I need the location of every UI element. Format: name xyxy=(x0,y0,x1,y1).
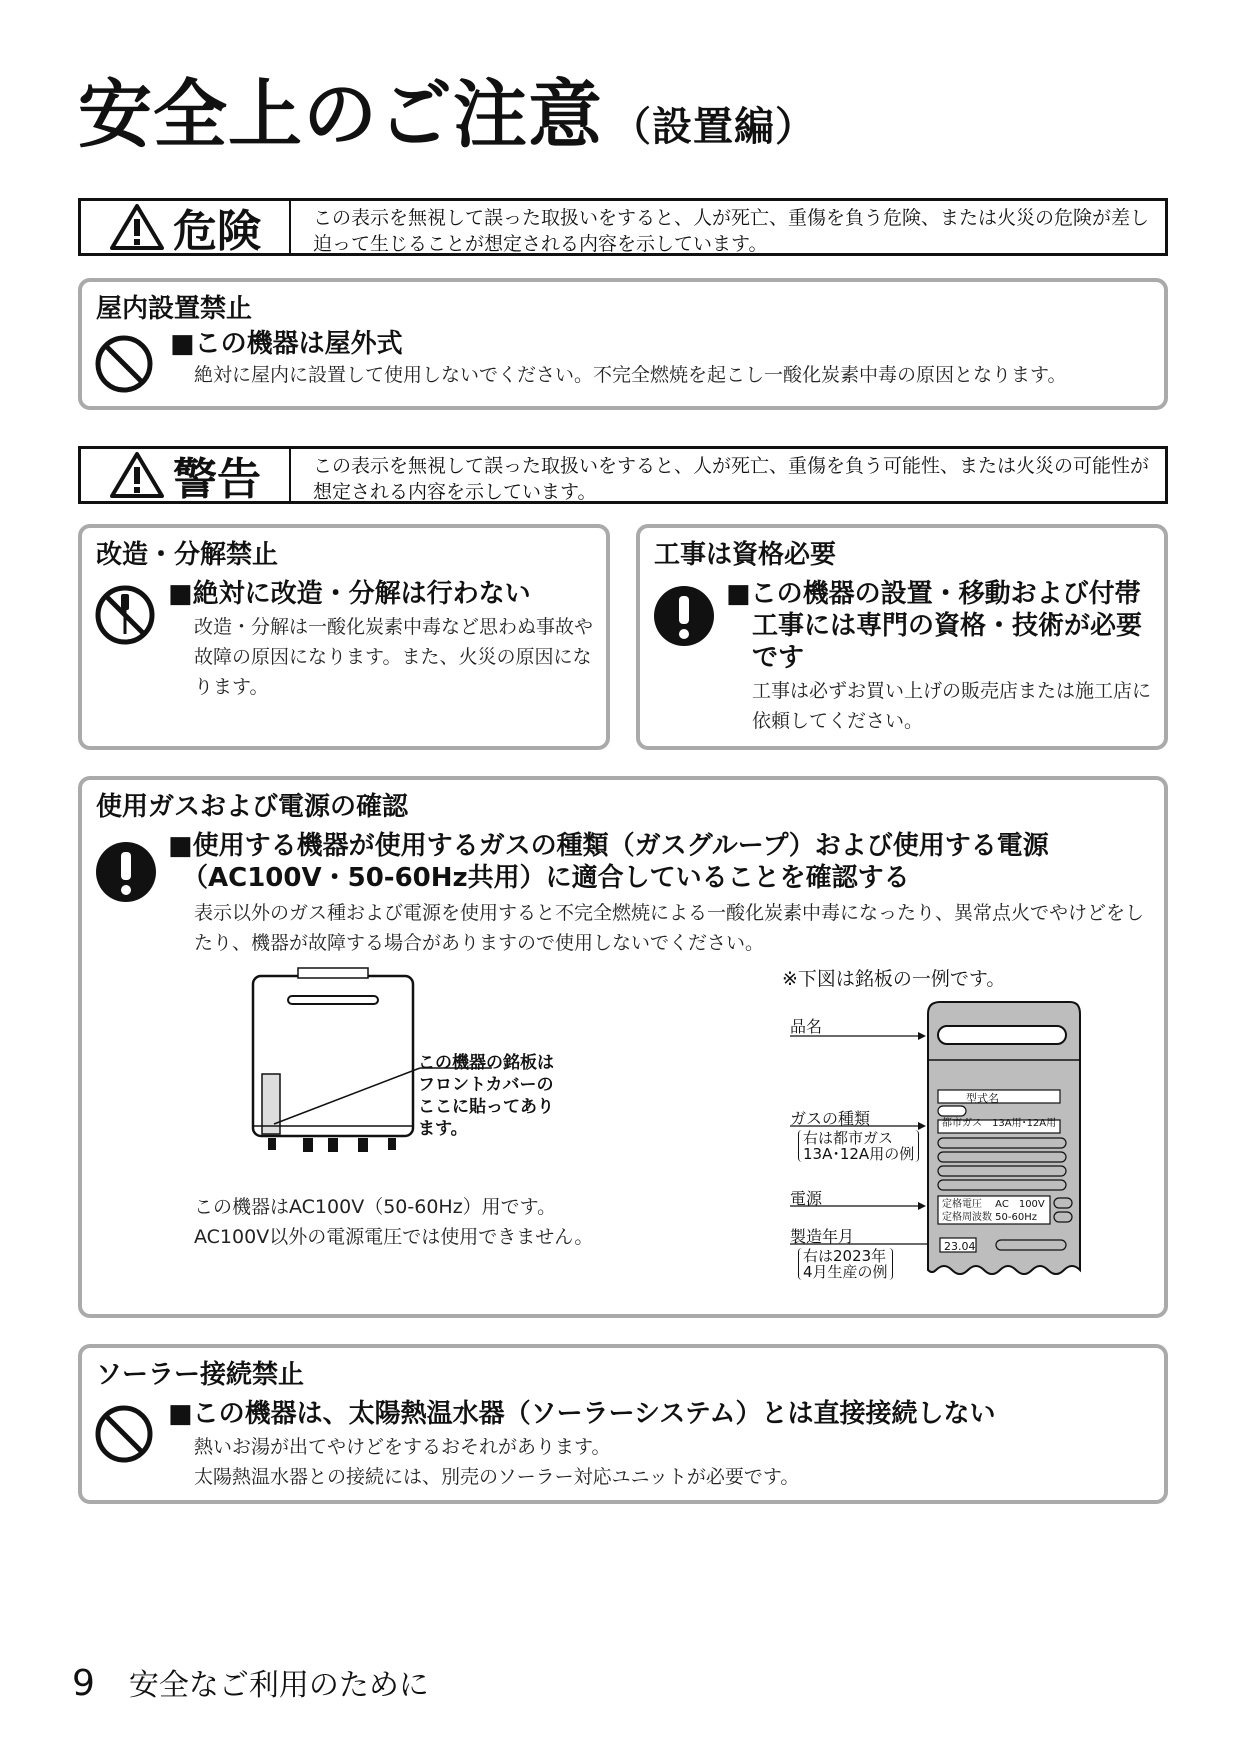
prohibition-icon xyxy=(94,1404,154,1464)
danger-description: この表示を無視して誤った取扱いをすると、人が死亡、重傷を負う危険、または火災の危険が差し迫って生じることが想定される内容を示しています。 xyxy=(313,207,1150,255)
page-title-main: 安全上のご注意 xyxy=(78,72,603,158)
callout-line1: この機器の銘板は xyxy=(418,1053,554,1073)
nameplate-callout xyxy=(418,1052,554,1140)
nameplate-note: ※下図は銘板の一例です。 xyxy=(782,968,1006,990)
license-heading: 工事は資格必要 xyxy=(654,540,837,570)
warning-label-text: 警告 xyxy=(173,454,261,505)
indoor-lead: ■この機器は屋外式 xyxy=(170,329,403,359)
solar-body xyxy=(194,1432,1154,1492)
modify-body: 改造・分解は一酸化炭素中毒など思わぬ事故や故障の原因になります。また、火災の原因になります。 xyxy=(194,616,594,698)
plate-date: 23.04 xyxy=(944,1240,976,1253)
page-footer xyxy=(72,1660,429,1704)
mandatory-exclamation-icon xyxy=(652,584,716,648)
modify-lead: ■絶対に改造・分解は行わない xyxy=(168,579,531,609)
plate-gas-value: 都市ガス 13A用･12A用 xyxy=(942,1118,1057,1129)
date-note-line1: 右は2023年 xyxy=(803,1247,887,1265)
indoor-installation-box xyxy=(78,278,1168,410)
solar-lead: ■この機器は、太陽熱温水器（ソーラーシステム）とは直接接続しない xyxy=(168,1399,996,1429)
danger-label-text: 危険 xyxy=(173,206,261,257)
power-note xyxy=(194,1192,714,1252)
page-number: 9 xyxy=(72,1663,95,1704)
plate-label-gas: ガスの種類 xyxy=(790,1109,871,1128)
gas-lead-line1: ■使用する機器が使用するガスの種類（ガスグループ）および使用する電源 xyxy=(168,831,1049,861)
date-note-line2: 4月生産の例 xyxy=(803,1263,888,1281)
gas-note-line2: 13A･12A用の例 xyxy=(803,1145,915,1163)
license-lead-line2: 工事には専門の資格・技術が必要 xyxy=(752,611,1143,641)
modification-box xyxy=(78,524,610,750)
plate-label-date: 製造年月 xyxy=(790,1227,855,1246)
no-disassembly-icon xyxy=(94,584,156,646)
solar-box xyxy=(78,1344,1168,1504)
plate-label-power: 電源 xyxy=(790,1189,823,1208)
nameplate-illustration xyxy=(782,994,1082,1284)
license-lead-line3: です xyxy=(752,643,805,673)
warning-level-banner xyxy=(78,446,1168,504)
license-box xyxy=(636,524,1168,750)
footer-section: 安全なご利用のために xyxy=(128,1668,429,1703)
callout-line2: フロントカバーの xyxy=(418,1075,554,1095)
warning-description: この表示を無視して誤った取扱いをすると、人が死亡、重傷を負う可能性、または火災の可能性が想定される内容を示しています。 xyxy=(313,455,1150,503)
gas-lead-line2: （AC100V・50-60Hz共用）に適合していることを確認する xyxy=(182,863,910,893)
plate-label-name: 品名 xyxy=(790,1017,823,1036)
license-lead xyxy=(726,578,1166,674)
power-note-line1: この機器はAC100V（50-60Hz）用です。 xyxy=(194,1196,557,1218)
gas-note-line1: 右は都市ガス xyxy=(803,1129,894,1147)
danger-label xyxy=(81,201,291,257)
warning-triangle-icon xyxy=(109,203,165,251)
mandatory-exclamation-icon xyxy=(94,840,158,904)
modify-heading: 改造・分解禁止 xyxy=(96,540,279,570)
warning-label xyxy=(81,449,291,505)
plate-frequency: 定格周波数 50-60Hz xyxy=(942,1212,1038,1223)
solar-heading: ソーラー接続禁止 xyxy=(96,1360,305,1390)
plate-voltage: 定格電圧 AC 100V xyxy=(942,1199,1045,1210)
gas-lead xyxy=(168,830,1049,894)
indoor-body: 絶対に屋内に設置して使用しないでください。不完全燃焼を起こし一酸化炭素中毒の原因となります。 xyxy=(194,364,1067,386)
page-title-sub: （設置編） xyxy=(611,104,816,150)
plate-power-values xyxy=(942,1198,1045,1224)
gas-heading: 使用ガスおよび電源の確認 xyxy=(96,792,409,822)
license-body: 工事は必ずお買い上げの販売店または施工店に依頼してください。 xyxy=(752,680,1152,732)
page-title xyxy=(78,72,816,158)
danger-level-banner xyxy=(78,198,1168,256)
prohibition-icon xyxy=(94,334,154,394)
callout-line3: ここに貼ってあり xyxy=(418,1097,554,1117)
gas-body: 表示以外のガス種および電源を使用すると不完全燃焼による一酸化炭素中毒になったり、異常点火でやけどをしたり、機器が故障する場合がありますので使用しないでください。 xyxy=(194,902,1145,954)
plate-model: 型式名 xyxy=(966,1092,999,1105)
solar-body-line2: 太陽熱温水器との接続には、別売のソーラー対応ユニットが必要です。 xyxy=(194,1466,800,1488)
warning-triangle-icon xyxy=(109,451,165,499)
power-note-line2: AC100V以外の電源電圧では使用できません。 xyxy=(194,1226,594,1248)
license-lead-line1: ■この機器の設置・移動および付帯 xyxy=(726,579,1141,609)
indoor-heading: 屋内設置禁止 xyxy=(96,294,253,324)
gas-power-box xyxy=(78,776,1168,1318)
solar-body-line1: 熱いお湯が出てやけどをするおそれがあります。 xyxy=(194,1436,611,1458)
callout-line4: ます。 xyxy=(418,1119,468,1139)
